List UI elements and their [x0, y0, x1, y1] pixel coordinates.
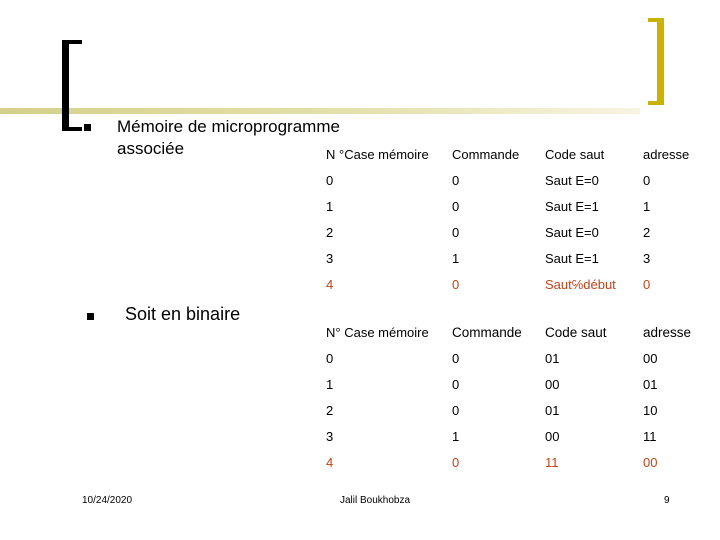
table-cell: Saut E=0: [545, 225, 599, 240]
table-header-cell: N °Case mémoire: [326, 147, 429, 162]
table-cell: 3: [643, 251, 651, 266]
table-cell: 0: [452, 225, 460, 240]
bullet-1-text: [117, 116, 340, 160]
table-cell: 01: [545, 403, 560, 418]
footer-author: Jalil Boukhobza: [340, 495, 411, 506]
left-bracket-bottom: [62, 127, 82, 131]
table-cell: 0: [452, 455, 460, 470]
bullet-1-line-2: associée: [117, 139, 185, 158]
table-cell: 0: [452, 277, 460, 292]
table-cell: 10: [643, 403, 658, 418]
table-cell: 01: [643, 377, 658, 392]
table-cell: 1: [452, 251, 460, 266]
table-cell: 11: [643, 429, 657, 444]
table-cell: Saut E=0: [545, 173, 599, 188]
table-cell: 3: [326, 429, 334, 444]
table-cell: 0: [452, 377, 460, 392]
table-cell: 01: [545, 351, 560, 366]
bullet-2-text: Soit en binaire: [125, 304, 241, 324]
bullet-square-icon: [84, 124, 91, 131]
left-bracket-top: [62, 40, 82, 44]
table-cell: 2: [643, 225, 651, 240]
table-header-cell: Commande: [452, 325, 522, 340]
table-header-cell: Code saut: [545, 325, 607, 340]
table-cell: 3: [326, 251, 334, 266]
table-cell: 0: [326, 173, 334, 188]
right-bracket-top: [648, 18, 664, 22]
table-header-cell: adresse: [643, 325, 692, 340]
table-cell: 11: [545, 455, 559, 470]
table-cell: 00: [643, 351, 658, 366]
table-cell: 1: [452, 429, 460, 444]
header-band: [0, 108, 640, 114]
table-cell: 00: [643, 455, 658, 470]
table-cell: 0: [643, 277, 651, 292]
table-cell: 0: [643, 173, 651, 188]
table-cell: 0: [452, 173, 460, 188]
right-bracket-bottom: [648, 101, 664, 105]
right-bracket: [657, 18, 664, 105]
table-cell: 0: [326, 351, 334, 366]
footer-page-number: 9: [664, 495, 670, 506]
bullet-1-line-1: Mémoire de microprogramme: [117, 117, 340, 136]
table-cell: 1: [643, 199, 651, 214]
table-header-cell: N° Case mémoire: [326, 325, 429, 340]
table-cell: 00: [545, 377, 560, 392]
table-cell: 2: [326, 225, 334, 240]
left-bracket: [62, 40, 69, 131]
table-cell: 1: [326, 199, 334, 214]
table-cell: 4: [326, 455, 334, 470]
table-cell: 0: [452, 199, 460, 214]
table-cell: 1: [326, 377, 334, 392]
footer-date: 10/24/2020: [82, 495, 133, 506]
table-cell: Saut℅début: [545, 277, 616, 292]
table-header-cell: Code saut: [545, 147, 605, 162]
table-cell: 4: [326, 277, 334, 292]
table-header-cell: adresse: [643, 147, 690, 162]
table-cell: Saut E=1: [545, 199, 599, 214]
table-cell: 00: [545, 429, 560, 444]
bullet-square-icon: [87, 313, 94, 320]
table-cell: 2: [326, 403, 334, 418]
table-header-cell: Commande: [452, 147, 520, 162]
table-cell: 0: [452, 351, 460, 366]
table-cell: 0: [452, 403, 460, 418]
table-cell: Saut E=1: [545, 251, 599, 266]
